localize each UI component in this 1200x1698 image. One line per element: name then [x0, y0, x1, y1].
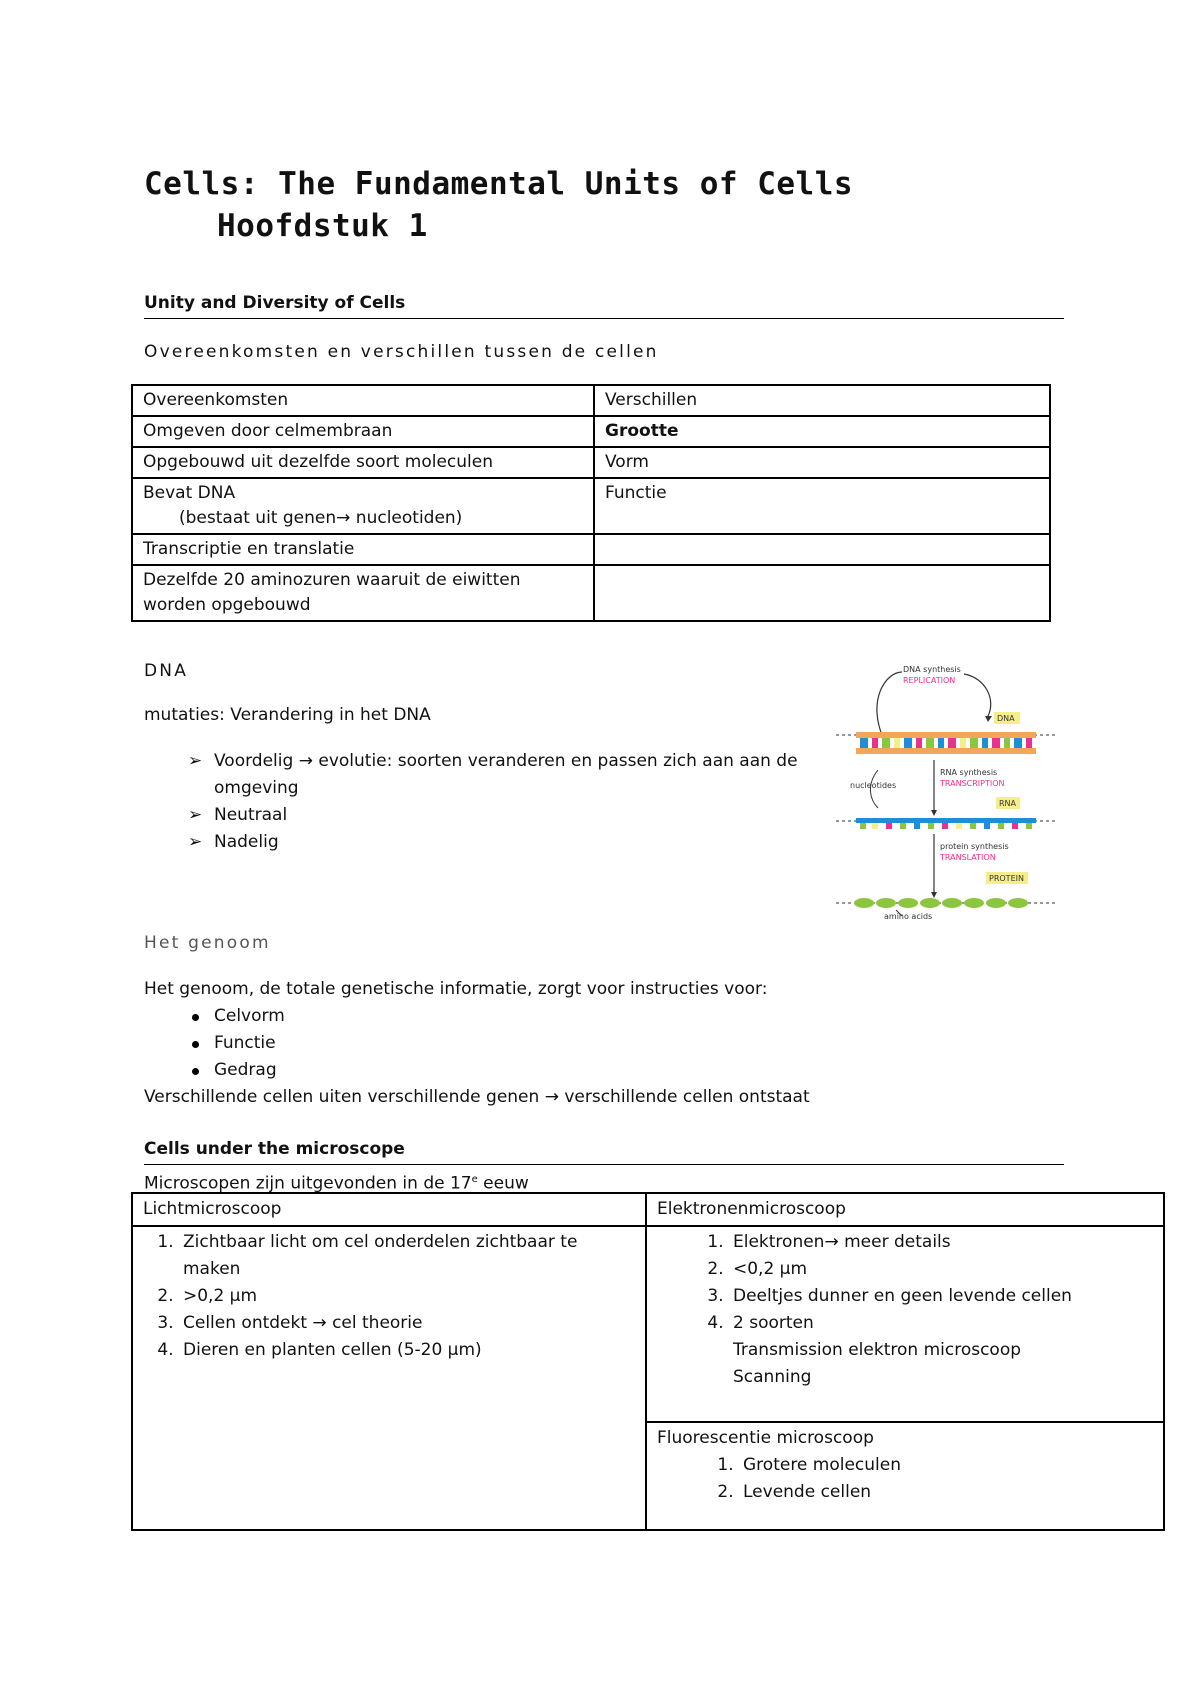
replication-arrow-right: [964, 674, 991, 716]
mutaties-text: mutaties: Verandering in het DNA: [144, 705, 431, 725]
comparison-table: [131, 384, 1051, 622]
bullet-icon: [192, 1041, 199, 1048]
label-translation: TRANSLATION: [940, 853, 996, 862]
subtext-part: nucleotiden): [350, 508, 463, 528]
arrowhead-bullet-icon: ➢: [188, 751, 203, 771]
list-item-text: Nadelig: [214, 832, 279, 852]
table-header-cell: Elektronenmicroscoop: [646, 1193, 1164, 1226]
list-item-text: Celvorm: [214, 1006, 285, 1026]
conclusion-text: Verschillende cellen uiten verschillende genen: [144, 1087, 545, 1107]
page-title: Cells: The Fundamental Units of Cells: [144, 166, 854, 202]
arrow-icon: →: [298, 751, 313, 771]
label-rna-synthesis: RNA synthesis: [940, 768, 998, 777]
table-row: [132, 565, 1050, 621]
rna-strand: [856, 818, 1036, 823]
arrowhead-icon: [931, 892, 937, 898]
electron-microscope-cell: [646, 1226, 1164, 1422]
list-item: [140, 829, 830, 856]
tag-rna: RNA: [999, 799, 1017, 808]
list-item: [729, 1310, 1153, 1337]
bullet-icon: [192, 1068, 199, 1075]
table-cell-subtext: [143, 506, 583, 531]
label-protein-synthesis: protein synthesis: [940, 842, 1009, 851]
table-row: [132, 1226, 1164, 1422]
list-item: [729, 1256, 1153, 1283]
list-item-text: Elektronen: [733, 1232, 825, 1252]
table-header-cell: Overeenkomsten: [132, 385, 594, 416]
list-item-text: cel theorie: [326, 1313, 423, 1333]
genoom-intro: Het genoom, de totale genetische informatie, zorgt voor instructies voor:: [144, 979, 768, 999]
section-heading-unity: Unity and Diversity of Cells: [144, 293, 406, 313]
section-subheading: Overeenkomsten en verschillen tussen de cellen: [144, 342, 659, 362]
list-item: [179, 1229, 635, 1283]
list-item: [179, 1310, 635, 1337]
genoom-conclusion: [144, 1084, 810, 1111]
intro-text: eeuw: [477, 1173, 529, 1194]
chapter-title: Hoofdstuk 1: [217, 208, 428, 244]
table-row: [132, 478, 1050, 534]
section-divider: [144, 318, 1064, 319]
table-row: [132, 534, 1050, 565]
label-amino-acids: amino acids: [884, 912, 933, 920]
table-cell: [594, 534, 1050, 565]
dna-strand-bottom: [856, 748, 1036, 754]
label-dna-synthesis: DNA synthesis: [903, 665, 961, 674]
tag-protein: PROTEIN: [989, 874, 1024, 883]
electron-microscope-list: [693, 1229, 1153, 1337]
subtext-part: (bestaat uit genen: [179, 508, 337, 528]
dna-strand-top: [856, 732, 1036, 738]
light-microscope-cell: [132, 1226, 646, 1530]
superscript: e: [471, 1174, 478, 1185]
central-dogma-figure: [836, 660, 1058, 920]
table-cell-text: Bevat DNA: [143, 483, 236, 503]
genoom-heading: Het genoom: [144, 933, 271, 953]
list-item: [140, 802, 830, 829]
section-heading-microscope: Cells under the microscope: [144, 1139, 405, 1159]
table-cell: [594, 565, 1050, 621]
table-header-row: [132, 385, 1050, 416]
electron-subtype: Transmission elektron microscoop: [733, 1340, 1022, 1360]
table-header-cell: Verschillen: [594, 385, 1050, 416]
list-item-text: evolutie: soorten veranderen en passen zich aan aan de omgeving: [214, 751, 798, 798]
list-item: [179, 1283, 635, 1310]
arrowhead-icon: [985, 716, 992, 722]
section-divider: [144, 1164, 1064, 1165]
dna-base-pairs: [860, 738, 1032, 748]
table-cell: Transcriptie en translatie: [132, 534, 594, 565]
label-nucleotides: nucleotides: [850, 781, 897, 790]
list-item-text: Functie: [214, 1033, 276, 1053]
label-transcription: TRANSCRIPTION: [940, 779, 1005, 788]
list-item-text: meer details: [838, 1232, 951, 1252]
table-cell: Omgeven door celmembraan: [132, 416, 594, 447]
list-item: [140, 1057, 285, 1084]
fluorescence-list: [657, 1452, 1153, 1506]
arrowhead-bullet-icon: ➢: [188, 832, 203, 852]
arrowhead-icon: [931, 810, 937, 816]
table-row: [132, 447, 1050, 478]
list-item-text: <0,2 µm: [733, 1259, 808, 1279]
list-item: 2. Levende cellen: [739, 1479, 1153, 1506]
list-item-text: Gedrag: [214, 1060, 277, 1080]
list-item-text: Voordelig: [214, 751, 299, 771]
genoom-list: [140, 1003, 285, 1084]
arrow-icon: →: [336, 508, 351, 528]
label-replication: REPLICATION: [903, 676, 956, 685]
arrow-icon: →: [824, 1232, 839, 1252]
arrow-icon: →: [544, 1087, 559, 1107]
list-item: [179, 1337, 635, 1364]
list-item-text: Dieren en planten cellen (5-20 µm): [183, 1340, 482, 1360]
microscope-table: [131, 1192, 1165, 1531]
list-item: [729, 1229, 1153, 1256]
list-item-text: Cellen ontdekt: [183, 1313, 313, 1333]
list-item: [729, 1283, 1153, 1310]
intro-text: Microscopen zijn uitgevonden in de 17: [144, 1173, 472, 1194]
arrow-icon: →: [312, 1313, 327, 1333]
arrowhead-bullet-icon: ➢: [188, 805, 203, 825]
table-cell: Grootte: [594, 416, 1050, 447]
list-item: [140, 748, 830, 802]
list-item: [140, 1003, 285, 1030]
dna-heading: DNA: [144, 661, 189, 681]
list-item: [140, 1030, 285, 1057]
fluorescence-microscope-cell: [646, 1422, 1164, 1530]
table-cell: Vorm: [594, 447, 1050, 478]
table-cell: Dezelfde 20 aminozuren waaruit de eiwitten worden opgebouwd: [132, 565, 594, 621]
replication-arrow-left: [877, 672, 902, 740]
fluorescence-title: Fluorescentie microscoop: [657, 1427, 874, 1448]
conclusion-text: verschillende cellen ontstaat: [558, 1087, 810, 1107]
rna-bases: [860, 823, 1032, 829]
bullet-icon: [192, 1014, 199, 1021]
table-header-cell: Lichtmicroscoop: [132, 1193, 646, 1226]
table-cell: [132, 478, 594, 534]
list-item: 1. Grotere moleculen: [739, 1452, 1153, 1479]
list-item-text: Deeltjes dunner en geen levende cellen: [733, 1286, 1072, 1306]
list-item-text: 2 soorten: [733, 1313, 814, 1333]
table-header-row: [132, 1193, 1164, 1226]
list-item-text: Neutraal: [214, 805, 288, 825]
electron-subtype: Scanning: [733, 1367, 812, 1387]
table-cell: Opgebouwd uit dezelfde soort moleculen: [132, 447, 594, 478]
tag-dna: DNA: [997, 714, 1015, 723]
list-item-text: Zichtbaar licht om cel onderdelen zichtbaar te maken: [183, 1232, 578, 1279]
table-cell: Functie: [594, 478, 1050, 534]
light-microscope-list: [143, 1229, 635, 1364]
table-row: [132, 416, 1050, 447]
mutation-list: [140, 748, 830, 856]
list-item-text: >0,2 µm: [183, 1286, 258, 1306]
